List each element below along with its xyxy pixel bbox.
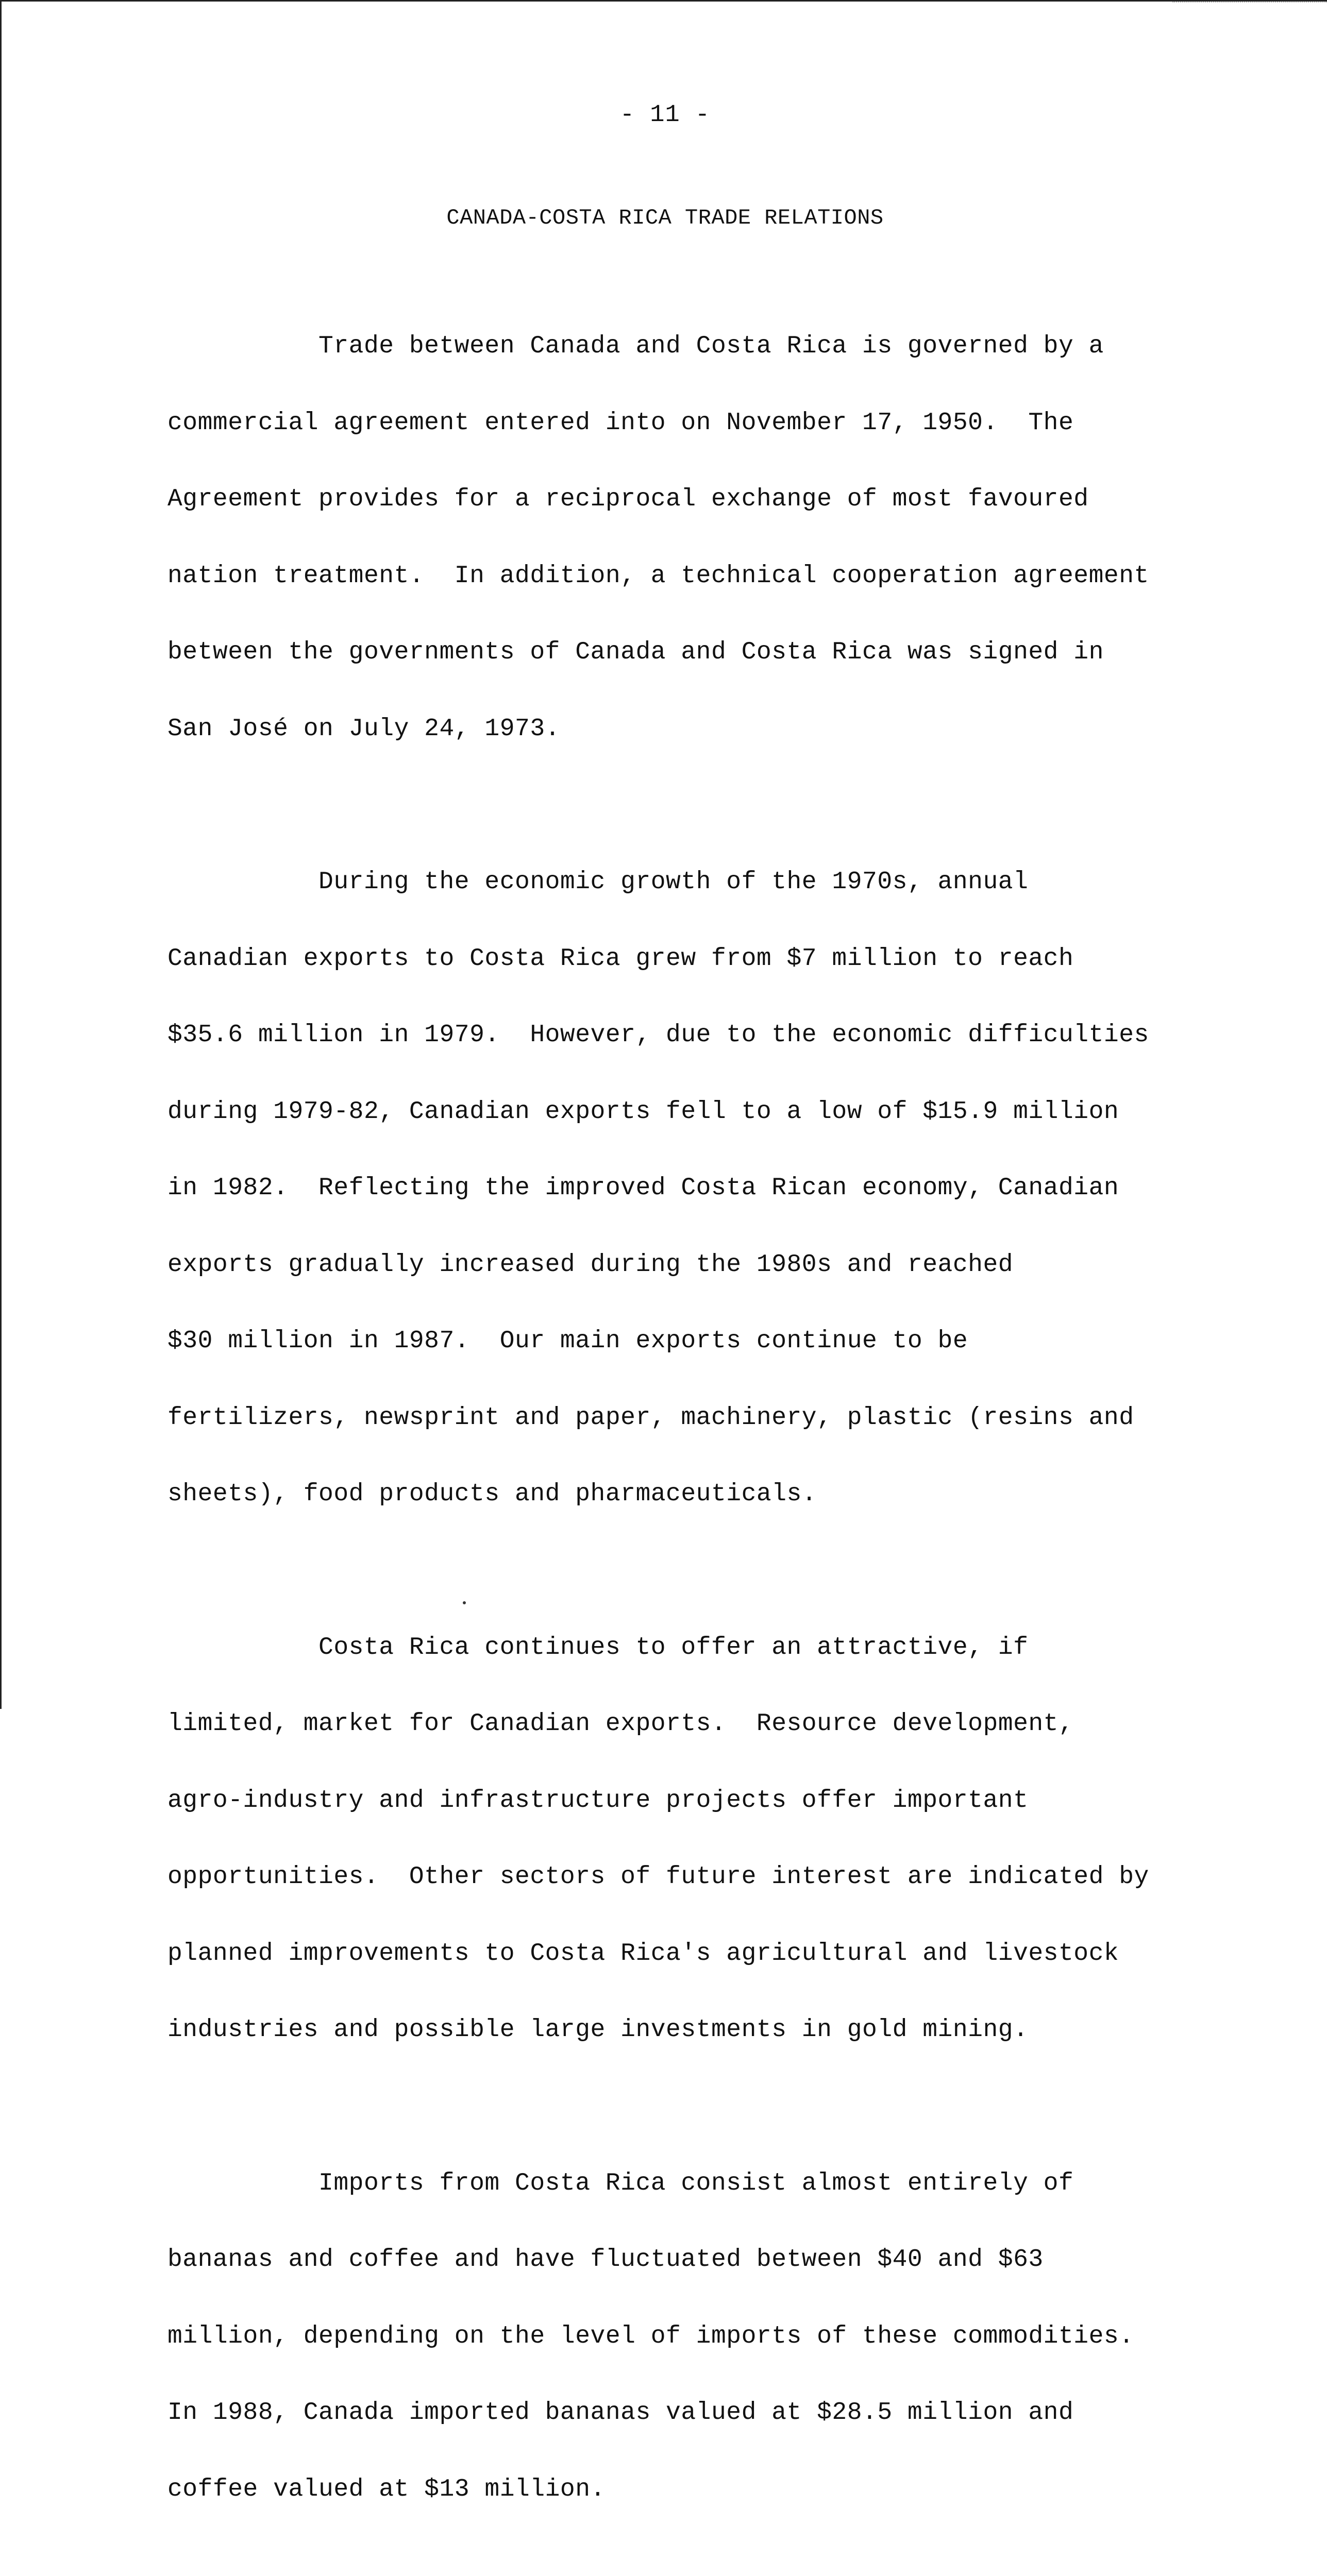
text-line: during 1979-82, Canadian exports fell to a low of $15.9 million bbox=[167, 1097, 1119, 1126]
text-line: agro-industry and infrastructure projects offer important bbox=[167, 1786, 1029, 1815]
text-line: between the governments of Canada and Costa Rica was signed in bbox=[167, 638, 1104, 666]
text-line: Costa Rica continues to offer an attractive, if bbox=[167, 1633, 1029, 1662]
text-line: During the economic growth of the 1970s, annual bbox=[167, 868, 1029, 896]
text-line: Imports from Costa Rica consist almost entirely of bbox=[167, 2169, 1074, 2197]
text-line: coffee valued at $13 million. bbox=[167, 2475, 606, 2503]
text-line: Agreement provides for a reciprocal exchange of most favoured bbox=[167, 485, 1089, 513]
document-heading: CANADA-COSTA RICA TRADE RELATIONS bbox=[446, 206, 884, 230]
text-line: industries and possible large investments in gold mining. bbox=[167, 2016, 1029, 2044]
text-line: limited, market for Canadian exports. Resource development, bbox=[167, 1710, 1074, 1738]
text-line: Canadian exports to Costa Rica grew from $7 million to reach bbox=[167, 944, 1074, 973]
body-text bbox=[167, 283, 1260, 2576]
text-line: Trade between Canada and Costa Rica is governed by a bbox=[167, 332, 1104, 360]
text-line: in 1982. Reflecting the improved Costa Rican economy, Canadian bbox=[167, 1174, 1119, 1202]
text-line: commercial agreement entered into on November 17, 1950. The bbox=[167, 409, 1074, 437]
text-line: $30 million in 1987. Our main exports continue to be bbox=[167, 1327, 968, 1355]
text-line: sheets), food products and pharmaceuticals. bbox=[167, 1480, 817, 1508]
text-line: In 1988, Canada imported bananas valued at $28.5 million and bbox=[167, 2399, 1074, 2427]
stray-ink-mark bbox=[463, 1601, 466, 1604]
text-line: million, depending on the level of imports of these commodities. bbox=[167, 2322, 1134, 2350]
text-line: fertilizers, newsprint and paper, machinery, plastic (resins and bbox=[167, 1403, 1134, 1432]
text-line: opportunities. Other sectors of future interest are indicated by bbox=[167, 1863, 1149, 1891]
paragraph-trade-agreement bbox=[167, 283, 1260, 793]
text-line: exports gradually increased during the 1980s and reached bbox=[167, 1250, 1014, 1279]
text-line: nation treatment. In addition, a technical cooperation agreement bbox=[167, 562, 1149, 590]
scan-edge-mark bbox=[1172, 2, 1327, 5]
text-line: bananas and coffee and have fluctuated between $40 and $63 bbox=[167, 2246, 1044, 2274]
paragraph-market-opportunities bbox=[167, 1584, 1260, 2094]
paragraph-imports bbox=[167, 2120, 1260, 2554]
text-line: San José on July 24, 1973. bbox=[167, 715, 560, 743]
page-number: - 11 - bbox=[619, 101, 711, 129]
text-line: $35.6 million in 1979. However, due to the economic difficulties bbox=[167, 1021, 1149, 1049]
text-line: planned improvements to Costa Rica's agricultural and livestock bbox=[167, 1939, 1119, 1968]
paragraph-canadian-exports bbox=[167, 819, 1260, 1558]
